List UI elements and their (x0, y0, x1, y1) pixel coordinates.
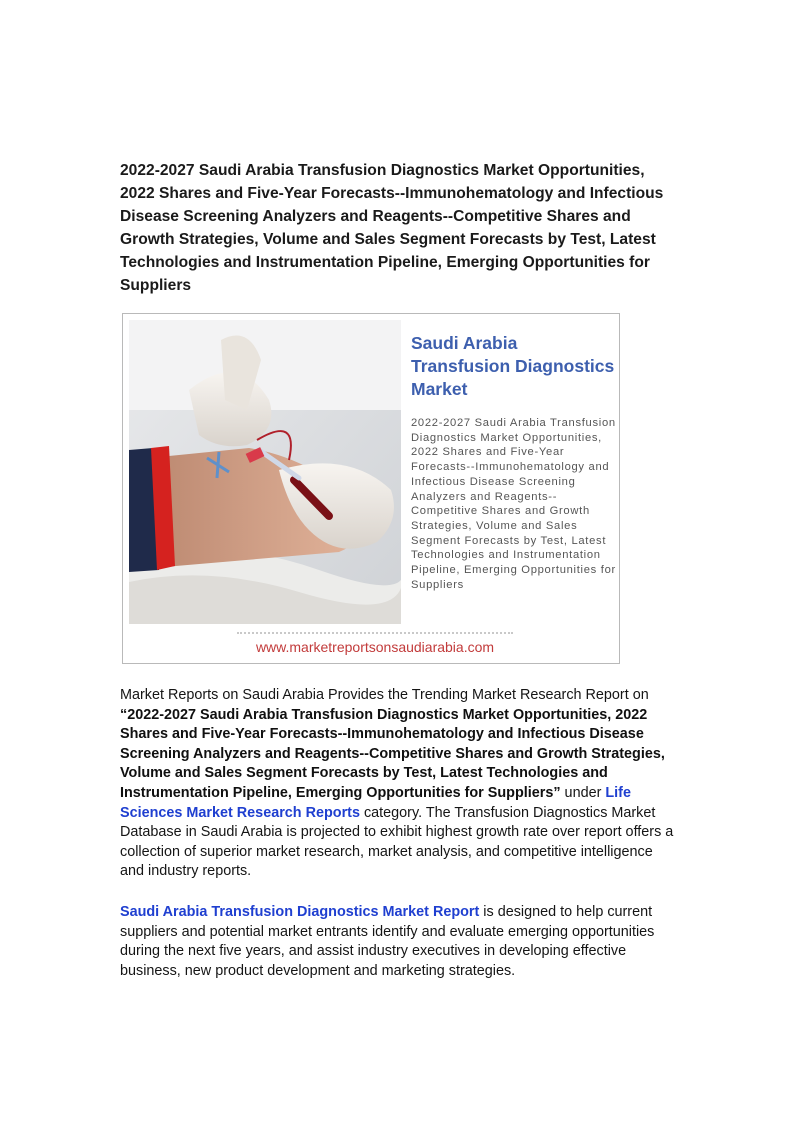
banner-description: 2022-2027 Saudi Arabia Transfusion Diagnostics Market Opportunities, 2022 Shares and Five-Year Forecasts--Immunohematology and Infectious Disease Screening Analyzers and Reagents--Competitive Shares and Growth Strategies, Volume and Sales Segment Forecasts by Test, Latest Technologies and Instrumentation Pipeline, Emerging Opportunities for Suppliers (411, 417, 616, 591)
under-text: under (560, 784, 606, 801)
banner-divider (237, 632, 513, 634)
intro-text: Market Reports on Saudi Arabia Provides the Trending Market Research Report on (120, 687, 649, 703)
banner-heading: Saudi Arabia Transfusion Diagnostics Market (411, 333, 615, 399)
banner-url: www.marketreportsonsaudiarabia.com (255, 639, 495, 655)
report-rest-text: is designed to help current suppliers and potential market entrants identify and evaluate emerging opportunities during the next five years, and assist industry executives in developing effective business, new product development and marketing strategies. (120, 904, 655, 979)
report-paragraph (120, 903, 680, 981)
quote-open: “ (120, 706, 128, 723)
intro-rest-text: category. The Transfusion Diagnostics Market Database in Saudi Arabia is projected to exhibit highest growth rate over report offers a collection of superior market research, market analysis, and competitive intelligence and industry reports. (120, 804, 674, 880)
report-title-bold: 2022-2027 Saudi Arabia Transfusion Diagnostics Market Opportunities, 2022 Shares and Five-Year Forecasts--Immunohematology and Infectious Disease Screening Analyzers and Reagents--Competitive Shares and Growth Strategies, Volume and Sales Segment Forecasts by Test, Latest Technologies and Instrumentation Pipeline, Emerging Opportunities for Suppliers (120, 706, 665, 801)
blood-draw-photo (129, 320, 401, 624)
quote-close: ” (553, 784, 561, 801)
page-title: 2022-2027 Saudi Arabia Transfusion Diagnostics Market Opportunities, 2022 Shares and Five-Year Forecasts--Immunohematology and Infectious Disease Screening Analyzers and Reagents--Competitive Shares and Growth Strategies, Volume and Sales Segment Forecasts by Test, Latest Technologies and Instrumentation Pipeline, Emerging Opportunities for Suppliers (120, 162, 664, 294)
report-link[interactable]: Saudi Arabia Transfusion Diagnostics Market Report (120, 904, 480, 920)
intro-paragraph (120, 686, 680, 882)
category-link[interactable]: Life Sciences Market Research Reports (120, 784, 631, 821)
report-banner (122, 313, 620, 664)
